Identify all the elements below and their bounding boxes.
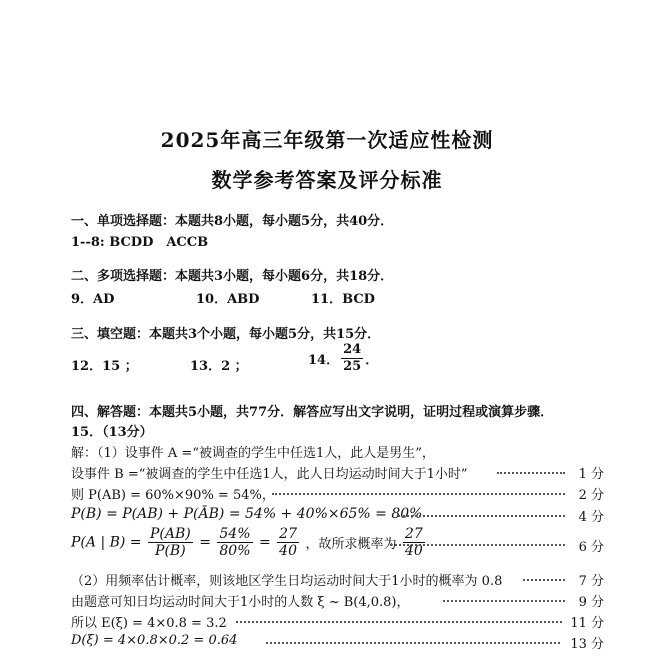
q14-numerator: 24	[343, 342, 362, 357]
score-mark: 2 分	[578, 488, 604, 503]
conditional-prob: P(A | B) =	[71, 534, 142, 551]
answer-q14	[308, 342, 378, 375]
fraction	[148, 526, 193, 559]
numerator: P(AB)	[150, 526, 191, 542]
leader-dots	[266, 642, 560, 644]
answer-q10: 10．ABD	[196, 292, 260, 307]
score-mark: 1 分	[578, 467, 604, 482]
q14-fraction	[341, 342, 363, 375]
q14-denominator: 25	[343, 359, 362, 374]
numerator: 27	[404, 526, 423, 542]
conclusion-text: ，故所求概率为	[305, 537, 397, 552]
document-title: 2025年高三年级第一次适应性检测	[160, 128, 494, 152]
equals: =	[199, 534, 211, 551]
numerator: 54%	[219, 526, 251, 542]
document-subtitle: 数学参考答案及评分标准	[211, 168, 443, 192]
leader-dots	[497, 472, 565, 474]
leader-dots	[272, 493, 565, 495]
fraction	[217, 526, 252, 559]
answer-q11: 11．BCD	[311, 292, 375, 307]
section-1-answers	[71, 231, 208, 250]
q14-end: ．	[365, 353, 379, 368]
denominator: 80%	[219, 543, 251, 559]
denominator: 40	[404, 543, 423, 559]
denominator: 40	[279, 543, 297, 559]
numerator: 27	[279, 526, 297, 542]
equals: =	[258, 534, 271, 551]
leader-dots	[523, 579, 565, 581]
section-4-header: 四、解答题：本题共5小题，共77分．解答应写出文字说明，证明过程或演算步骤．	[71, 405, 554, 420]
leader-dots	[390, 544, 565, 546]
score-mark: 11 分	[570, 616, 604, 631]
leader-dots	[398, 515, 565, 517]
question-15-label: 15．（13分）	[71, 425, 153, 440]
leader-dots	[236, 621, 562, 623]
solution-line-9: D(ξ) = 4×0.8×0.2 = 0.64	[71, 633, 238, 648]
solution-line-3: 则 P(AB) = 60%×90% = 54%，	[71, 488, 275, 503]
score-mark: 9 分	[578, 595, 604, 610]
answer-q12: 12．15 ；	[71, 359, 138, 374]
score-mark: 13 分	[570, 637, 604, 652]
solution-line-7: 由题意可知日均运动时间大于1小时的人数 ξ ~ B(4,0.8)，	[71, 595, 410, 610]
score-mark: 4 分	[578, 510, 604, 525]
section-1-header: 一、单项选择题：本题共8小题，每小题5分，共40分．	[71, 214, 394, 229]
solution-line-5	[71, 526, 427, 559]
answer-q9: 9．AD	[71, 292, 115, 307]
fraction	[277, 526, 299, 559]
solution-line-2: 设事件 B =“被调查的学生中任选1人，此人日均运动时间大于1小时”	[71, 467, 468, 482]
answers-text: BCDD ACCB	[109, 235, 209, 250]
answer-q13: 13．2 ；	[190, 359, 248, 374]
fraction	[403, 526, 425, 559]
solution-line-1: 解：（1）设事件 A =“被调查的学生中任选1人，此人是男生”，	[71, 446, 435, 461]
solution-line-4: P(B) = P(AB) + P(ĀB) = 54% + 40%×65% = 80%	[71, 506, 423, 522]
solution-line-8: 所以 E(ξ) = 4×0.8 = 3.2	[71, 616, 227, 631]
score-mark: 6 分	[578, 540, 604, 555]
leader-dots	[443, 600, 565, 602]
score-mark: 7 分	[578, 574, 604, 589]
section-2-header: 二、多项选择题：本题共3小题，每小题6分，共18分．	[71, 269, 394, 284]
solution-line-6: （2）用频率估计概率，则该地区学生日均运动时间大于1小时的概率为 0.8	[71, 574, 503, 589]
section-3-header: 三、填空题：本题共3个小题，每小题5分，共15分．	[71, 327, 381, 342]
denominator: P(B)	[155, 543, 186, 559]
answers-label: 1--8:	[71, 235, 105, 250]
q14-label: 14．	[308, 353, 340, 368]
